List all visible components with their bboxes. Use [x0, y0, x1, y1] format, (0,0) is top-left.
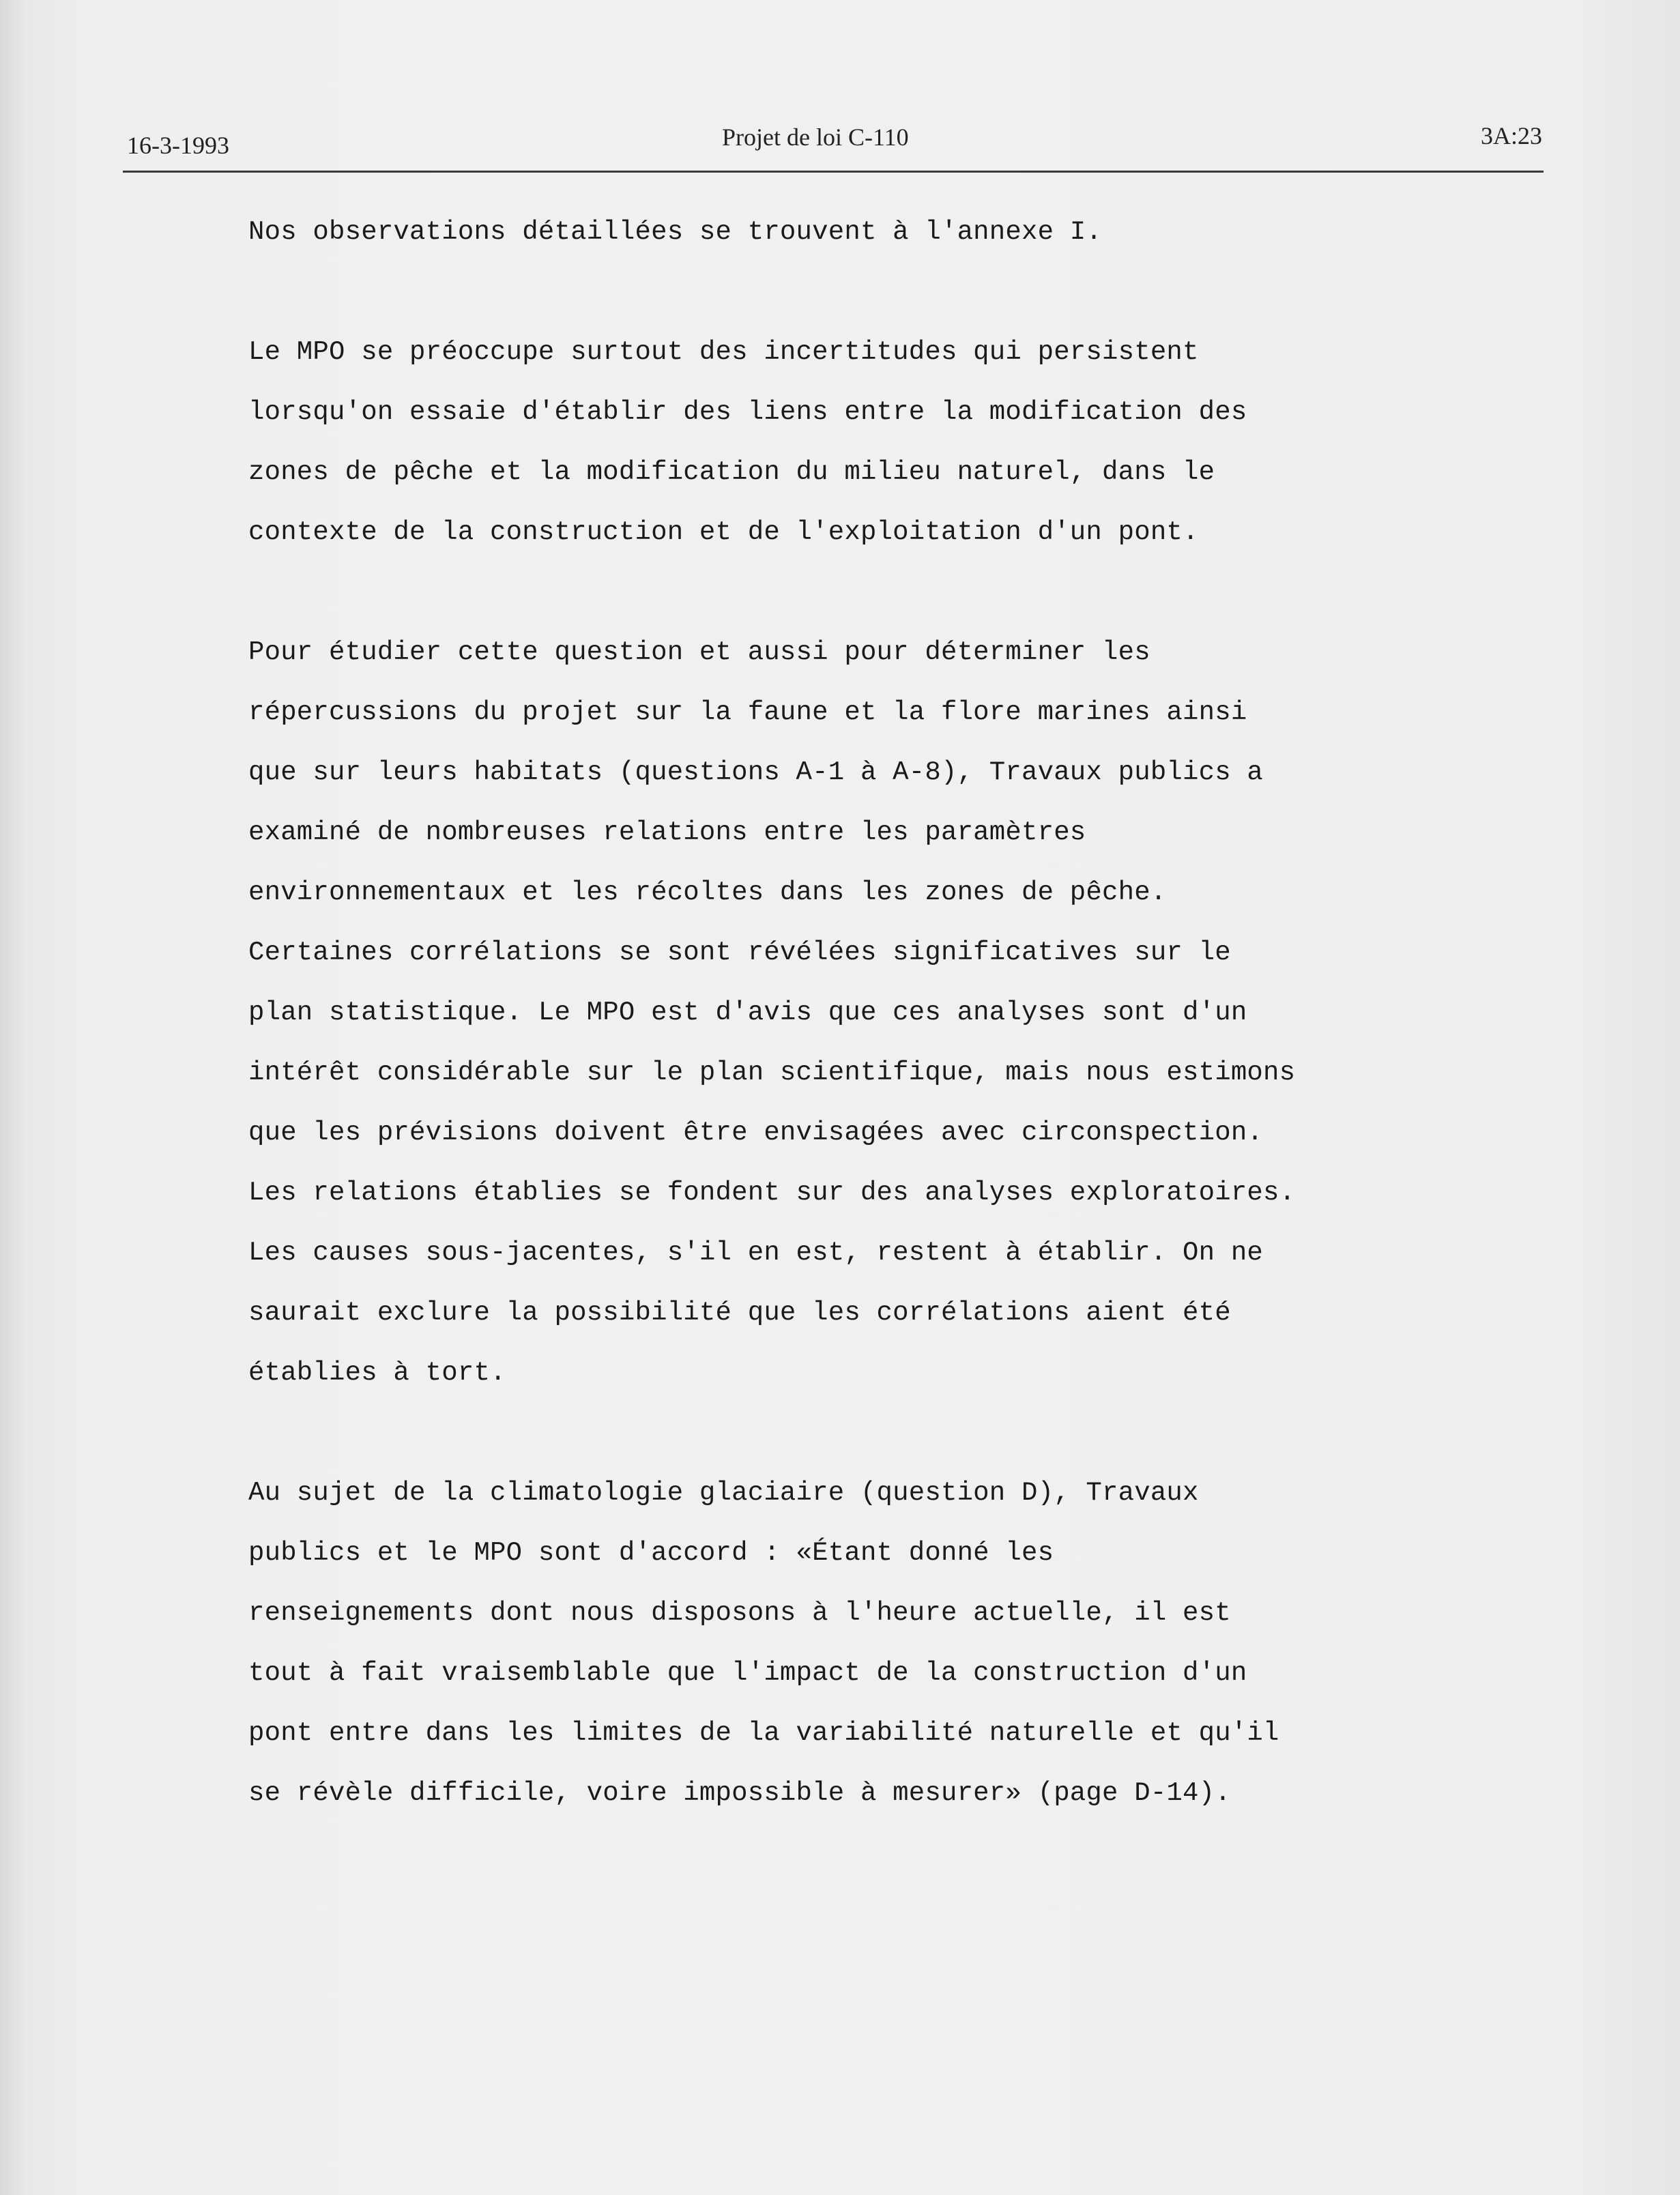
text-line: que les prévisions doivent être envisagées avec circonspection. — [248, 1118, 1264, 1148]
text-line: publics et le MPO sont d'accord : «Étant donné les — [248, 1538, 1054, 1568]
text-line: zones de pêche et la modification du milieu naturel, dans le — [248, 457, 1215, 487]
text-line: environnementaux et les récoltes dans les zones de pêche. — [248, 877, 1167, 907]
paragraph-gap — [248, 1403, 1436, 1463]
text-line: tout à fait vraisemblable que l'impact de la construction d'un — [248, 1658, 1247, 1688]
text-line: Certaines corrélations se sont révélées significatives sur le — [248, 937, 1231, 968]
text-line: pont entre dans les limites de la variabilité naturelle et qu'il — [248, 1718, 1279, 1748]
text-line: contexte de la construction et de l'exploitation d'un pont. — [248, 517, 1199, 547]
text-line: Au sujet de la climatologie glaciaire (question D), Travaux — [248, 1478, 1199, 1508]
text-line: examiné de nombreuses relations entre les paramètres — [248, 817, 1086, 847]
text-line: saurait exclure la possibilité que les corrélations aient été — [248, 1298, 1231, 1328]
text-line: Les relations établies se fondent sur des analyses exploratoires. — [248, 1178, 1296, 1208]
paragraph-gap — [248, 562, 1436, 622]
text-line: répercussions du projet sur la faune et la flore marines ainsi — [248, 697, 1247, 727]
header-date: 16-3-1993 — [127, 132, 229, 159]
text-line: plan statistique. Le MPO est d'avis que ces analyses sont d'un — [248, 998, 1247, 1028]
header-page-ref: 3A:23 — [1481, 122, 1542, 149]
text-line: Le MPO se préoccupe surtout des incertitudes qui persistent — [248, 337, 1199, 367]
body-text — [248, 202, 1436, 1823]
text-line: se révèle difficile, voire impossible à mesurer» (page D-14). — [248, 1778, 1231, 1808]
paragraph-gap — [248, 262, 1436, 322]
page-header — [123, 116, 1542, 171]
text-line: établies à tort. — [248, 1358, 506, 1388]
text-line: Les causes sous-jacentes, s'il en est, restent à établir. On ne — [248, 1238, 1264, 1268]
text-line: Pour étudier cette question et aussi pour déterminer les — [248, 637, 1150, 667]
text-line: que sur leurs habitats (questions A-1 à A-8), Travaux publics a — [248, 757, 1264, 787]
text-line: Nos observations détaillées se trouvent à l'annexe I. — [248, 217, 1103, 247]
text-line: intérêt considérable sur le plan scientifique, mais nous estimons — [248, 1058, 1296, 1088]
header-rule — [123, 171, 1544, 173]
text-line: renseignements dont nous disposons à l'heure actuelle, il est — [248, 1598, 1231, 1628]
header-title: Projet de loi C-110 — [722, 123, 909, 151]
text-line: lorsqu'on essaie d'établir des liens entre la modification des — [248, 397, 1247, 427]
